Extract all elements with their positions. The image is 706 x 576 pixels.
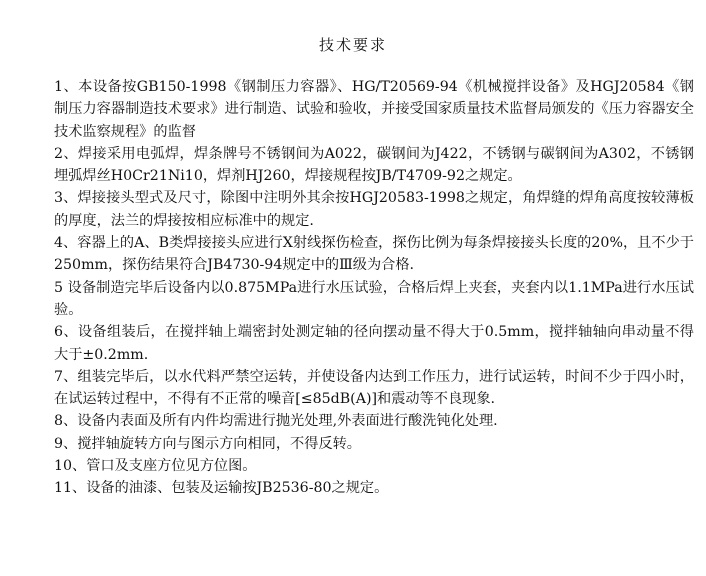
requirements-list xyxy=(54,76,694,500)
requirement-item-1: 1、本设备按GB150-1998《钢制压力容器》、HG/T20569-94《机械搅拌设备》及HGJ20584《钢制压力容器制造技术要求》进行制造、试验和验收，并接受国家质量技术监督局颁发的《压力容器安全技术监察规程》的监督 xyxy=(54,79,694,140)
requirement-item-3: 3、焊接接头型式及尺寸，除图中注明外其余按HGJ20583-1998之规定，角焊缝的焊角高度按较薄板的厚度，法兰的焊接按相应标准中的规定. xyxy=(54,190,694,229)
requirement-item-9: 9、搅拌轴旋转方向与图示方向相同，不得反转。 xyxy=(54,435,361,452)
requirement-item-7: 7、组装完毕后，以水代料严禁空运转，并使设备内达到工作压力，进行试运转，时间不少于四小时，在试运转过程中，不得有不正常的噪音[≤85dB(A)]和震动等不良现象. xyxy=(54,368,694,408)
requirement-item-4: 4、容器上的A、B类焊接接头应进行X射线探伤检查，探伤比例为每条焊接接头长度的20%，且不少于250mm，探伤结果符合JB4730-94规定中的Ⅲ级为合格. xyxy=(54,235,694,274)
requirement-item-8: 8、设备内表面及所有内件均需进行抛光处理,外表面进行酸洗钝化处理. xyxy=(54,413,498,430)
requirement-item-6: 6、设备组装后，在搅拌轴上端密封处测定轴的径向摆动量不得大于0.5mm，搅拌轴轴向串动量不得大于±0.2mm. xyxy=(54,324,694,363)
requirement-item-2: 2、焊接采用电弧焊，焊条牌号不锈钢间为A022，碳钢间为J422，不锈钢与碳钢间为A302，不锈钢埋弧焊丝H0Cr21Ni10，焊剂HJ260，焊接规程按JB/T4709-92之规定。 xyxy=(54,145,694,185)
requirement-item-10: 10、管口及支座方位见方位图。 xyxy=(54,458,257,475)
requirement-item-11: 11、设备的油漆、包装及运输按JB2536-80之规定。 xyxy=(54,480,389,497)
requirement-item-5: 5 设备制造完毕后设备内以0.875MPa进行水压试验，合格后焊上夹套，夹套内以1.1MPa进行水压试验。 xyxy=(54,279,694,318)
document-title: 技术要求 xyxy=(318,36,387,54)
